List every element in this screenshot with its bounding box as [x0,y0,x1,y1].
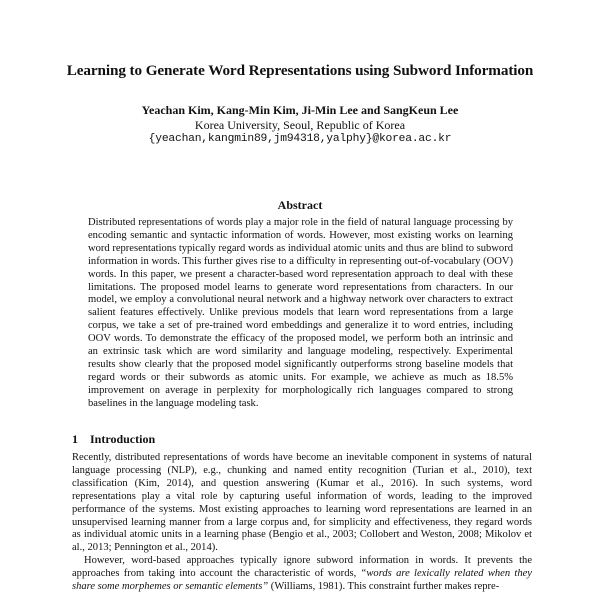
intro-paragraph-2-end: (Williams, 1981). This constraint further makes repre- [268,581,500,593]
intro-paragraph-2-start: However, word-based approaches typically ignore subword information in words. It prevents the approaches from taking into account the characteristic of words, [72,555,532,580]
intro-paragraph-2 [72,555,532,594]
section-title: Introduction [90,432,156,446]
section-number: 1 [72,432,78,446]
affiliation: Korea University, Seoul, Republic of Korea [194,117,406,132]
abstract-text: Distributed representations of words play a major role in the field of natural language processing by encoding semantic and syntactic information of words. However, most existing works on learning word representations typically regard words as individual atomic units and thus are blind to subword information in words. This further gives rise to a difficulty in representing out-of-vocabulary (OOV) words. In this paper, we present a character-based word representation approach to deal with these limitations. The proposed model learns to generate word representations from characters. In our model, we employ a convolutional neural network and a highway network over characters to extract salient features effectively. Unlike previous models that learn word representations from a large corpus, we take a set of pre-trained word embeddings and generalize it to word entries, including OOV words. To demonstrate the efficacy of the proposed model, we perform both an intrinsic and an extrinsic task which are word similarity and language modeling, respectively. Experimental results show clearly that the proposed model significantly outperforms strong baseline models that regard words or their subwords as atomic units. For example, we achieve as much as 18.5% improvement on average in perplexity for morphologically rich languages compared to strong baselines in the language modeling task. [88,217,513,409]
introduction-body [72,452,532,594]
intro-quote: “words are lexically related when they share some morphemes or semantic elements” [72,568,532,593]
paper-title: Learning to Generate Word Representations using Subword Information [66,62,534,79]
intro-paragraph-1: Recently, distributed representations of words have become an inevitable component in systems of natural language processing (NLP), e.g., chunking and named entity recognition (Turian et al., 2010), text classification (Kim, 2014), and question answering (Kumar et al., 2016). In such systems, word representations play a vital role by capturing useful information of words, leading to the improved performance of the systems. Most existing approaches to learning word representations are learned in an unsupervised learning manner from a large corpus and, for simplicity and effectiveness, they regard words as individual atomic units in a learning phase (Bengio et al., 2003; Collobert and Weston, 2008; Mikolov et al., 2013; Pennington et al., 2014). [72,452,532,554]
abstract-heading: Abstract [277,198,323,212]
abstract-body [88,217,513,411]
author-emails: {yeachan,kangmin89,jm94318,yalphy}@korea.ac.kr [148,133,452,145]
author-block [0,103,600,147]
author-names: Yeachan Kim, Kang-Min Kim, Ji-Min Lee and SangKeun Lee [141,103,459,117]
section-heading-introduction [72,432,155,447]
